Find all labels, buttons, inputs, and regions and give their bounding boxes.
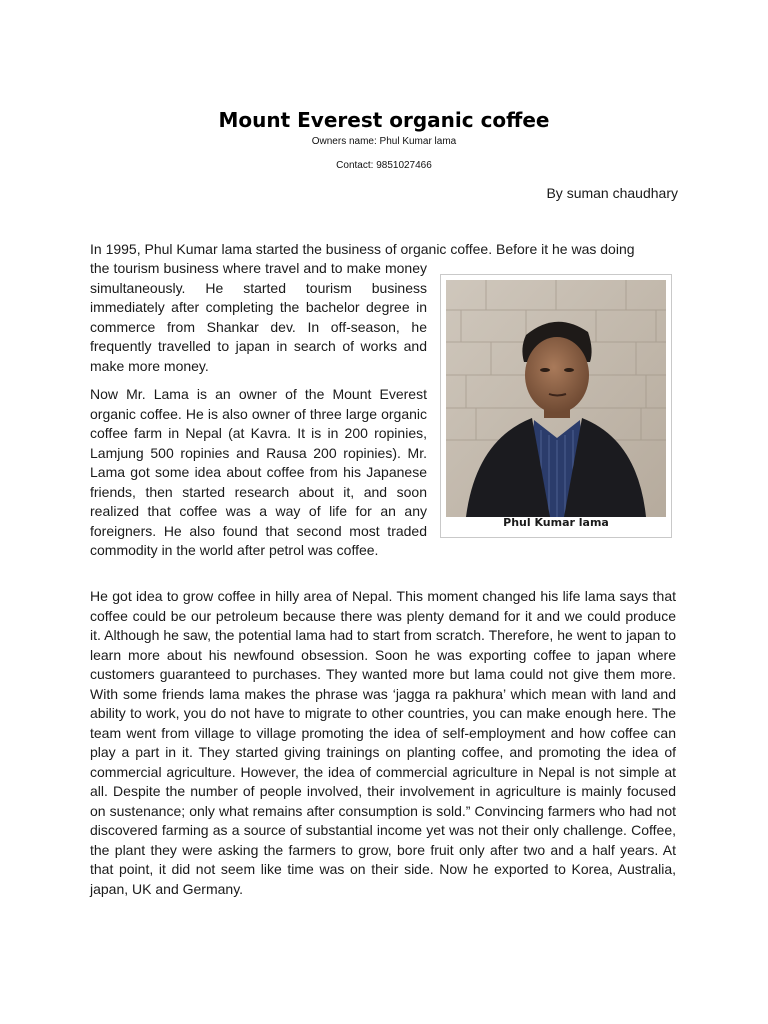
paragraph-2: Now Mr. Lama is an owner of the Mount Everest organic coffee. He is also owner of three large organic coffee farm in Nepal (at Kavra. It is in 200 ropinies, Lamjung 500 ropinies and Rausa 200 ropinies). Mr. Lama got some idea about coffee from his Japanese friends, then started research about it, and soon realized that coffee was a way of life for an any foreigners. He also found that second most traded commodity in the world after petrol was coffee. [90,386,427,558]
contact-line: Contact: 9851027466 [336,160,432,171]
paragraph-3: He got idea to grow coffee in hilly area of Nepal. This moment changed his life lama says that coffee could be our petroleum because there was plenty demand for it and we could produce it. Although he saw, the potential lama had to start from scratch. Therefore, he went to japan to learn more about his newfound obsession. Soon he was exporting coffee to japan where customers guaranteed to purchases. They wanted more but lama could not give them more. With some friends lama makes the phrase was ‘jagga ra pakhura’ which mean with land and ability to work, you do not have to migrate to other countries, you can make enough here. The team went from village to village promoting the idea of self-employment and how coffee can play a part in it. They started giving trainings on planting coffee, and promoting the idea of commercial agriculture. However, the idea of commercial agriculture in Nepal is not simple at all. Despite the number of people involved, their involvement in agriculture is mainly focused on sustenance; only what remains after consumption is sold.” Convincing farmers who had not discovered farming as a source of substantial income yet was not their only challenge. Coffee, the plant they were asking the farmers to grow, bore fruit only after two and a half years. At that point, it did not seem like time was on their side. Now he exported to Korea, Australia, japan, UK and Germany. [90,588,676,897]
document-title: Mount Everest organic coffee [218,108,550,132]
paragraph-1-continued: the tourism business where travel and to make money simultaneously. He started tourism business immediately after completing the bachelor degree in commerce from Shankar dev. In off-season, he frequently travelled to japan in search of works and make more money. [90,260,427,374]
author-byline: By suman chaudhary [546,185,678,201]
paragraph-1-first-line: In 1995, Phul Kumar lama started the business of organic coffee. Before it he was doing [90,241,635,257]
left-text-column [90,259,427,561]
portrait-figure [440,274,672,538]
portrait-photo [446,280,666,517]
photo-caption: Phul Kumar lama [503,516,609,529]
owner-line: Owners name: Phul Kumar lama [311,136,457,147]
